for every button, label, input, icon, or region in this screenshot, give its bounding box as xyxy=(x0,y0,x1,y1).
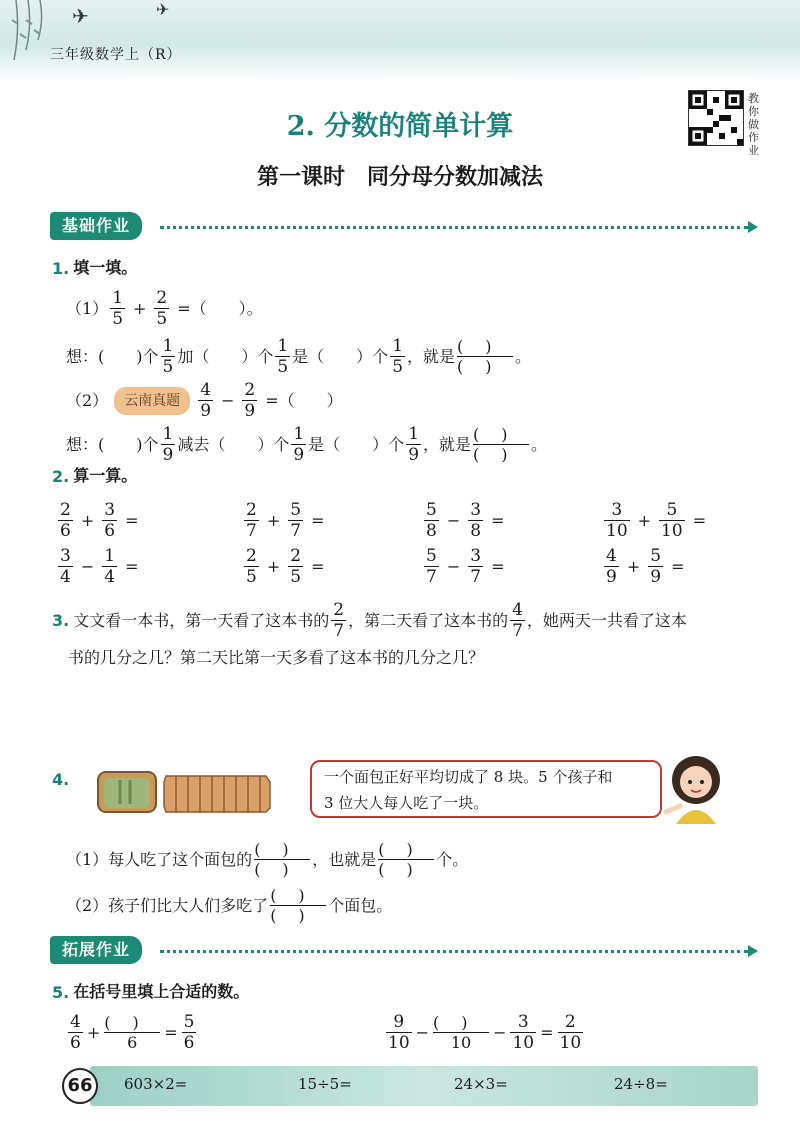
q4-part2: （2）孩子们比大人们多吃了 () () 个面包。 xyxy=(66,886,393,925)
section-divider xyxy=(160,226,748,229)
q2-heading: 2. 算一算。 xyxy=(52,464,137,488)
fraction: $\frac{5}{8}$ xyxy=(426,500,437,541)
fraction: $\frac{1}{5}$ xyxy=(392,336,404,377)
fraction: $\frac{2}{7}$ xyxy=(246,500,257,541)
q4-number: 4. xyxy=(52,770,70,789)
fraction: $\frac{4}{9}$ xyxy=(200,380,212,421)
q2-expression[interactable]: $\frac{2}{5}$ + $\frac{2}{5}$ = xyxy=(246,546,325,587)
basic-homework-tag: 基础作业 xyxy=(50,212,142,240)
q2-expression[interactable]: $\frac{5}{7}$ − $\frac{3}{7}$ = xyxy=(426,546,505,587)
swallow-icon: ✈ xyxy=(72,4,89,28)
q1-part1: （1） $\frac{1}{5}$ + $\frac{2}{5}$ =（ ）。 xyxy=(66,288,263,329)
fraction: $\frac{1}{4}$ xyxy=(104,546,116,587)
q2-row-1 xyxy=(56,500,776,544)
swallow-icon-small: ✈ xyxy=(156,0,170,19)
qr-caption: 教 你 做 作 业 xyxy=(748,92,759,157)
fraction: $\frac{3}{8}$ xyxy=(470,500,482,541)
q1-think1: 想：( )个 $\frac{1}{5}$ 加（ ）个 $\frac{1}{5}$ 是（ ）个 $\frac{1}{5}$ ，就是 () () 。 xyxy=(66,336,532,377)
fraction: $\frac{1}{5}$ xyxy=(112,288,124,329)
answer-fraction-blank[interactable]: () () xyxy=(254,840,311,879)
fraction: $\frac{4}{6}$ xyxy=(70,1012,81,1053)
fraction: $\frac{1}{5}$ xyxy=(162,336,174,377)
lesson-title: 第一课时 同分母分数加减法 xyxy=(256,164,543,190)
extend-homework-tag: 拓展作业 xyxy=(50,936,142,964)
mental-calc-2: 15÷5= xyxy=(298,1075,352,1093)
q2-expression[interactable]: $\frac{2}{7}$ + $\frac{5}{7}$ = xyxy=(246,500,325,541)
q1-think2: 想：( )个 $\frac{1}{9}$ 减去（ ）个 $\frac{1}{9}$ 是（ ）个 $\frac{1}{9}$ ，就是 () () 。 xyxy=(66,424,548,465)
fraction: $\frac{3}{10}$ xyxy=(512,1012,535,1053)
fraction: $\frac{2}{5}$ xyxy=(290,546,302,587)
fraction: $\frac{2}{5}$ xyxy=(246,546,257,587)
q3-line1: 3. 文文看一本书，第一天看了这本书的 $\frac{2}{7}$ ，第二天看了这本书的 $\frac{4}{7}$ ，她两天一共看了这本 xyxy=(52,600,687,641)
fraction: $\frac{2}{7}$ xyxy=(333,600,345,641)
fraction: $\frac{1}{9}$ xyxy=(408,424,420,465)
speech-bubble: 一个面包正好平均切成了 8 块。5 个孩子和 3 位大人每人吃了一块。 xyxy=(310,760,662,818)
fraction: $\frac{3}{7}$ xyxy=(470,546,482,587)
q5-expression-1: $\frac{4}{6}$ + () 6 = $\frac{5}{6}$ xyxy=(70,1012,195,1053)
q5-heading: 5. 在括号里填上合适的数。 xyxy=(52,980,249,1004)
bread-illustration xyxy=(96,768,276,814)
arrow-icon xyxy=(748,221,758,233)
answer-fraction-blank[interactable]: () () xyxy=(270,886,327,925)
top-banner xyxy=(0,0,800,82)
answer-fraction-blank[interactable]: () () xyxy=(457,337,514,376)
answer-fraction-blank[interactable]: () () xyxy=(473,425,530,464)
q2-title: 算一算。 xyxy=(73,466,138,485)
fraction: $\frac{3}{4}$ xyxy=(60,546,71,587)
answer-fraction-blank[interactable]: () 10 xyxy=(433,1013,490,1052)
q5-expression-2: $\frac{9}{10}$ − () 10 − $\frac{3}{10}$ = $\frac{2}{10}$ xyxy=(388,1012,582,1053)
q5-title: 在括号里填上合适的数。 xyxy=(73,982,250,1001)
grade-label: 三年级数学上（R） xyxy=(50,47,182,63)
q3-line2: 书的几分之几？第二天比第一天多看了这本书的几分之几？ xyxy=(68,648,485,667)
qr-code-icon[interactable] xyxy=(688,90,744,146)
fraction: $\frac{4}{9}$ xyxy=(606,546,617,587)
fraction: $\frac{5}{6}$ xyxy=(183,1012,195,1053)
q2-expression[interactable]: $\frac{3}{10}$ + $\frac{5}{10}$ = xyxy=(606,500,707,541)
mental-calc-1: 603×2= xyxy=(124,1075,188,1093)
fraction: $\frac{5}{10}$ xyxy=(661,500,683,541)
willow-decoration xyxy=(6,0,76,82)
q2-row-2 xyxy=(56,546,776,590)
fraction: $\frac{9}{10}$ xyxy=(388,1012,410,1053)
answer-fraction-blank[interactable]: () 6 xyxy=(104,1013,161,1052)
q2-expression[interactable]: $\frac{3}{4}$ − $\frac{1}{4}$ = xyxy=(60,546,139,587)
girl-avatar xyxy=(662,752,726,824)
section-title: 2. 分数的简单计算 xyxy=(286,111,514,142)
fraction: $\frac{2}{6}$ xyxy=(60,500,71,541)
q1-part2: （2） 云南真题 $\frac{4}{9}$ − $\frac{2}{9}$ =（ ） xyxy=(66,380,343,421)
q4-part1: （1）每人吃了这个面包的 () () ，也就是 () () 个。 xyxy=(66,840,469,879)
mental-calc-4: 24÷8= xyxy=(614,1075,668,1093)
answer-fraction-blank[interactable]: () () xyxy=(378,840,435,879)
fraction: $\frac{3}{10}$ xyxy=(606,500,628,541)
q2-expression[interactable]: $\frac{4}{9}$ + $\frac{5}{9}$ = xyxy=(606,546,685,587)
fraction: $\frac{4}{7}$ xyxy=(512,600,523,641)
region-badge: 云南真题 xyxy=(114,387,190,415)
fraction: $\frac{1}{9}$ xyxy=(293,424,305,465)
fraction: $\frac{5}{7}$ xyxy=(290,500,302,541)
arrow-icon xyxy=(748,945,758,957)
answer-blank[interactable]: =（ ） xyxy=(265,390,343,410)
page-number: 66 xyxy=(62,1068,98,1104)
fraction: $\frac{3}{6}$ xyxy=(104,500,116,541)
fraction: $\frac{1}{5}$ xyxy=(277,336,289,377)
fraction: $\frac{2}{10}$ xyxy=(559,1012,582,1053)
fraction: $\frac{5}{7}$ xyxy=(426,546,437,587)
fraction: $\frac{2}{5}$ xyxy=(156,288,168,329)
q1-title: 填一填。 xyxy=(73,258,138,277)
q2-expression[interactable]: $\frac{5}{8}$ − $\frac{3}{8}$ = xyxy=(426,500,505,541)
answer-blank[interactable]: =（ ）。 xyxy=(177,298,263,318)
fraction: $\frac{1}{9}$ xyxy=(162,424,174,465)
fraction: $\frac{5}{9}$ xyxy=(650,546,662,587)
q2-expression[interactable]: $\frac{2}{6}$ + $\frac{3}{6}$ = xyxy=(60,500,139,541)
mental-calc-3: 24×3= xyxy=(454,1075,508,1093)
fraction: $\frac{2}{9}$ xyxy=(244,380,256,421)
q1-heading xyxy=(52,256,137,280)
section-divider xyxy=(160,950,748,953)
q1-number: 1. xyxy=(52,258,70,278)
